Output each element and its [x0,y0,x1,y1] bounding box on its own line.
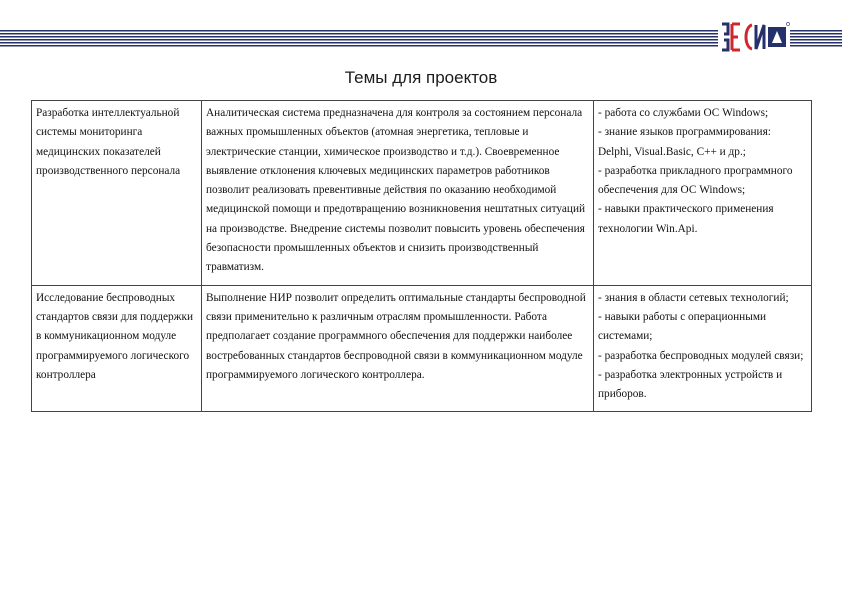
header-stripe-band [0,30,842,48]
topic-cell: Исследование беспроводных стандартов связи для поддержки в коммуникационном модуле программируемого логического контроллера [32,285,202,412]
requirement-item: - знания в области сетевых технологий; [598,291,789,304]
requirements-cell [594,101,812,286]
requirement-item: - разработка прикладного программного обеспечения для ОС Windows; [598,164,793,197]
projects-table [31,100,812,412]
page-title: Темы для проектов [344,68,498,87]
company-logo-icon [718,18,790,56]
table-row [32,285,812,412]
requirement-item: - навыки работы с операционными системами; [598,310,767,343]
requirements-cell [594,285,812,412]
topic-cell: Разработка интеллектуальной системы мониторинга медицинских показателей производственного персонала [32,101,202,286]
description-cell: Выполнение НИР позволит определить оптимальные стандарты беспроводной связи применительно к различным отраслям промышленности. Работа предполагает создание программного обеспечения для поддержки наиболее востребованных стандартов беспроводной связи в коммуникационном модуле программируемого логического контроллера. [202,285,594,412]
description-cell: Аналитическая система предназначена для контроля за состоянием персонала важных промышленных объектов (атомная энергетика, тепловые и электрические станции, химическое производство и т.д.). Своевременное выявление отклонения ключевых медицинских параметров работников позволит реализовать превентивные действия по оказанию необходимой медицинской помощи и предотвращению возникновения нештатных ситуаций на производстве. Внедрение системы позволит повысить уровень обеспечения безопасности промышленных объектов и снизить производственный травматизм. [202,101,594,286]
requirement-item: - навыки практического применения технологии Win.Api. [598,203,774,235]
requirement-item: - знание языков программирования: Delphi, Visual.Basic, C++ и др.; [598,126,771,158]
requirement-item: - работа со службами ОС Windows; [598,107,769,119]
requirement-item: - разработка электронных устройств и приборов. [598,368,783,401]
table-row [32,101,812,286]
requirement-item: - разработка беспроводных модулей связи; [598,349,804,362]
